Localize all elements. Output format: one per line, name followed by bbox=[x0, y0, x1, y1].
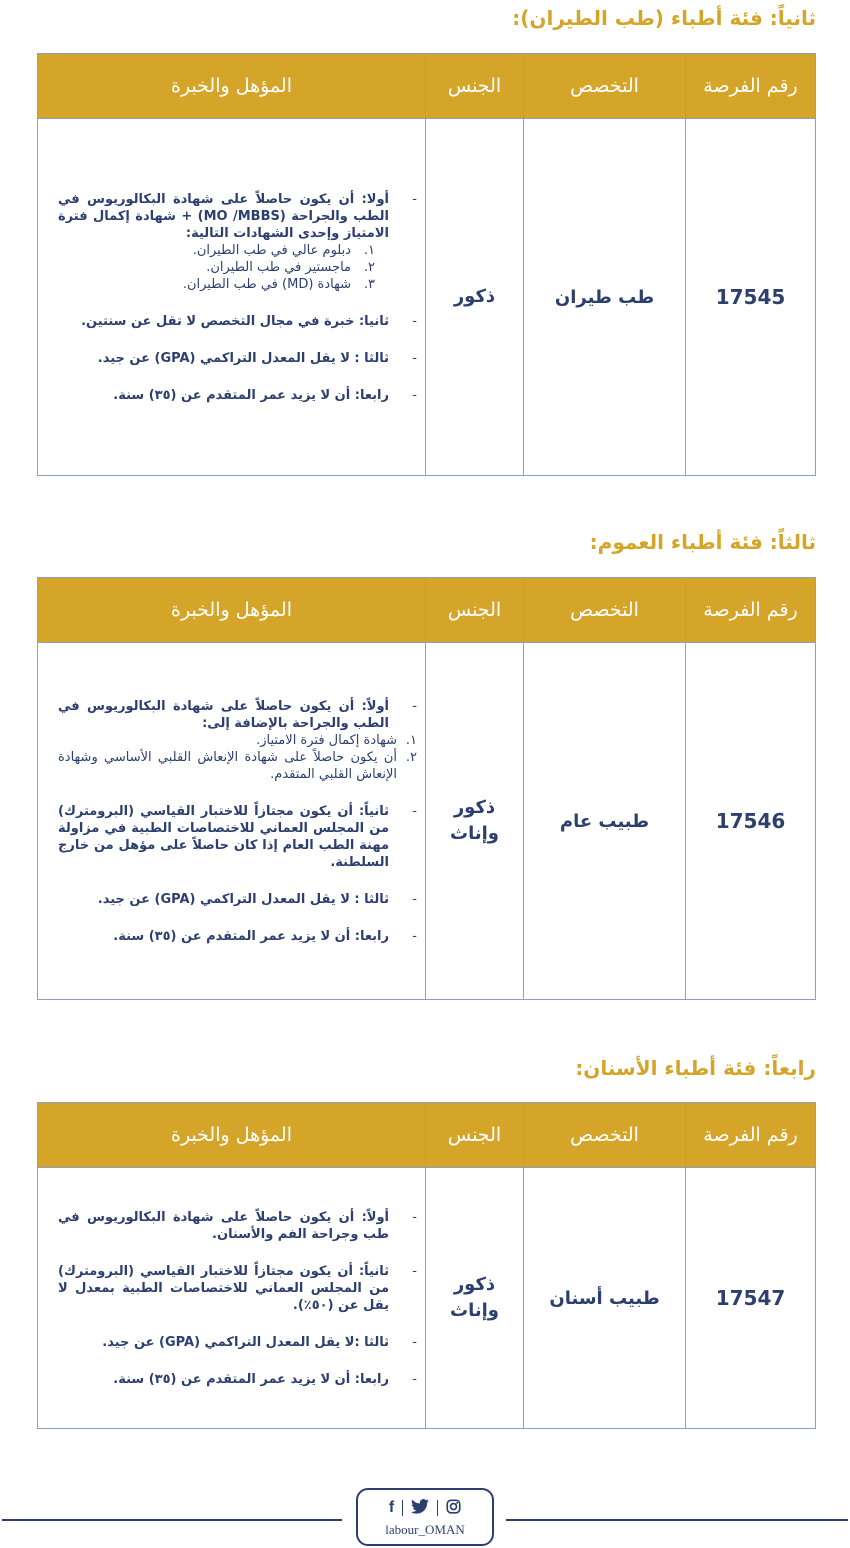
qualification-item: - ثالثا : لا يقل المعدل التراكمي (GPA) عن جيد. bbox=[58, 350, 389, 367]
social-badge bbox=[356, 1488, 494, 1546]
qualification bbox=[38, 643, 426, 1000]
specialty: طبيب أسنان bbox=[524, 1168, 686, 1429]
list-text: شهادة إكمال فترة الامتياز. bbox=[256, 732, 397, 748]
header-specialty: التخصص bbox=[524, 54, 686, 119]
gender-line: وإناث bbox=[450, 1300, 499, 1321]
qualification bbox=[38, 119, 426, 476]
qualification-item: - ثانياً: أن يكون مجتازاً للاختبار القياسي (البرومترك) من المجلس العماني للاختصاصات الطبية بمعدل لا يقل عن (٥٠٪). bbox=[58, 1263, 389, 1314]
list-text: شهادة (MD) في طب الطيران. bbox=[182, 276, 351, 292]
list-number: ١. bbox=[405, 732, 417, 748]
qualification-item: - ثانيا: خبرة في مجال التخصص لا تقل عن سنتين. bbox=[58, 313, 389, 330]
header-specialty: التخصص bbox=[524, 1103, 686, 1168]
header-qualification: المؤهل والخبرة bbox=[38, 1103, 426, 1168]
list-text: دبلوم عالي في طب الطيران. bbox=[192, 242, 351, 258]
separator bbox=[437, 1500, 438, 1516]
list-text: ماجستير في طب الطيران. bbox=[206, 259, 351, 275]
list-text: أن يكون حاصلاً على شهادة الإنعاش القلبي الأساسي وشهادة الإنعاش القلبي المتقدم. bbox=[58, 749, 397, 782]
gender bbox=[426, 643, 524, 1000]
qualification-item: - أولاً: أن يكون حاصلاً على شهادة البكالوريوس في طب وجراحة الفم والأسنان. bbox=[58, 1209, 389, 1243]
footer-divider-right bbox=[506, 1519, 848, 1521]
qualification-text: - أولاً: أن يكون حاصلاً على شهادة البكالوريوس في الطب والجراحة بالإضافة إلى: bbox=[58, 698, 389, 731]
qualification-item: - ثالثا :لا يقل المعدل التراكمي (GPA) عن جيد. bbox=[58, 1334, 389, 1351]
gender-line: وإناث bbox=[450, 823, 499, 844]
gender bbox=[426, 1168, 524, 1429]
section-title-general: ثالثاً: فئة أطباء العموم: bbox=[589, 530, 816, 554]
separator bbox=[402, 1500, 403, 1516]
gender bbox=[426, 119, 524, 476]
table-aviation bbox=[37, 53, 816, 476]
opportunity-number: 17546 bbox=[686, 643, 816, 1000]
qualification-item: - رابعا: أن لا يزيد عمر المتقدم عن (٣٥) سنة. bbox=[58, 928, 389, 945]
list-number: ٢. bbox=[363, 259, 375, 275]
section-title-dental: رابعاً: فئة أطباء الأسنان: bbox=[575, 1056, 816, 1080]
qualification-item bbox=[58, 191, 389, 293]
qualification-item: - ثانياً: أن يكون مجتازاً للاختبار القياسي (البرومترك) من المجلس العماني للاختصاصات الطبية في مزاولة مهنة الطب العام إذا كان حاصلاً على مؤهل من خارج السلطنة. bbox=[58, 803, 389, 871]
qualification-item: - ثالثا : لا يقل المعدل التراكمي (GPA) عن جيد. bbox=[58, 891, 389, 908]
header-qualification: المؤهل والخبرة bbox=[38, 54, 426, 119]
list-item bbox=[58, 732, 417, 749]
list-number: ١. bbox=[363, 242, 375, 258]
header-opportunity-number: رقم الفرصة bbox=[686, 54, 816, 119]
table-dental bbox=[37, 1102, 816, 1429]
specialty: طب طيران bbox=[524, 119, 686, 476]
header-gender: الجنس bbox=[426, 578, 524, 643]
header-opportunity-number: رقم الفرصة bbox=[686, 1103, 816, 1168]
header-gender: الجنس bbox=[426, 54, 524, 119]
section-title-aviation: ثانياً: فئة أطباء (طب الطيران): bbox=[512, 6, 816, 30]
list-item bbox=[58, 242, 375, 259]
header-opportunity-number: رقم الفرصة bbox=[686, 578, 816, 643]
qualification-item: - رابعا: أن لا يزيد عمر المتقدم عن (٣٥) سنة. bbox=[58, 387, 389, 404]
facebook-icon[interactable]: f bbox=[388, 1499, 395, 1516]
twitter-icon[interactable] bbox=[411, 1499, 429, 1518]
qualification-text: - أولا: أن يكون حاصلاً على شهادة البكالوريوس في الطب والجراحة (MO /MBBS) + شهادة إكمال فترة الامتياز وإحدى الشهادات التالية: bbox=[58, 191, 389, 241]
gender-line: ذكور bbox=[453, 1274, 496, 1295]
gender-line: ذكور bbox=[453, 286, 496, 307]
footer-divider-left bbox=[2, 1519, 342, 1521]
sub-list bbox=[58, 242, 389, 293]
list-item bbox=[58, 276, 375, 293]
table-row bbox=[38, 1168, 816, 1429]
instagram-icon[interactable] bbox=[446, 1499, 461, 1518]
list-number: ٢. bbox=[405, 749, 417, 765]
header-gender: الجنس bbox=[426, 1103, 524, 1168]
opportunity-number: 17545 bbox=[686, 119, 816, 476]
qualification-item: - رابعا: أن لا يزيد عمر المتقدم عن (٣٥) سنة. bbox=[58, 1371, 389, 1388]
list-item bbox=[58, 749, 417, 783]
table-row bbox=[38, 119, 816, 476]
opportunity-number: 17547 bbox=[686, 1168, 816, 1429]
qualification-item bbox=[58, 698, 417, 783]
social-icons bbox=[358, 1498, 492, 1518]
gender-line: ذكور bbox=[453, 797, 496, 818]
table-row bbox=[38, 643, 816, 1000]
header-qualification: المؤهل والخبرة bbox=[38, 578, 426, 643]
list-item bbox=[58, 259, 375, 276]
qualification bbox=[38, 1168, 426, 1429]
header-specialty: التخصص bbox=[524, 578, 686, 643]
specialty: طبيب عام bbox=[524, 643, 686, 1000]
list-number: ٣. bbox=[363, 276, 375, 292]
table-general bbox=[37, 577, 816, 1000]
social-handle[interactable]: labour_OMAN bbox=[385, 1522, 465, 1537]
